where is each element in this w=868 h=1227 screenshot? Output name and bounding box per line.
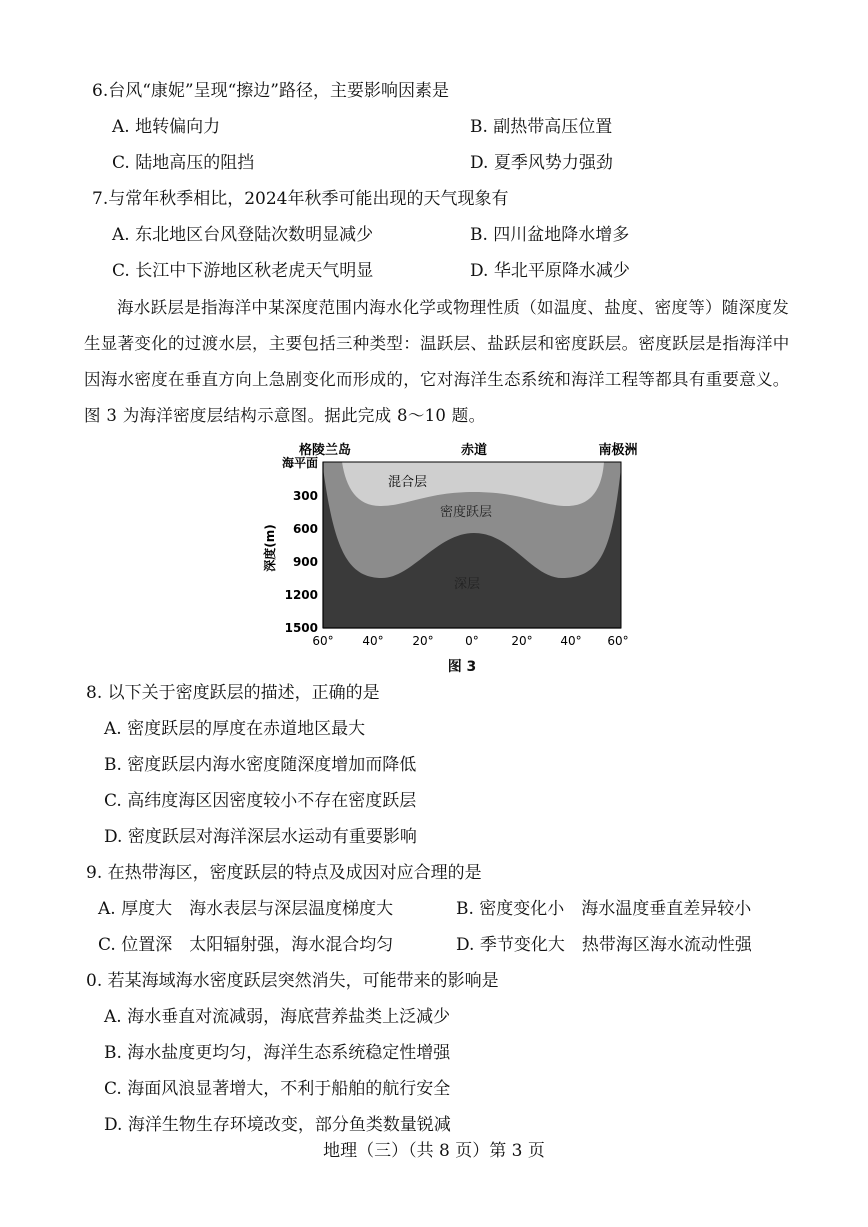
question-7-option-b[interactable]: B. 四川盆地降水增多 [470, 225, 630, 245]
passage-line-3: 海洋中因海水密度在垂直方向上急剧变化而形成的，它对海洋生态系统和海洋工程等都具 [84, 334, 790, 389]
figure-3 [262, 438, 662, 678]
y-tick-label: 海平面 [281, 456, 318, 470]
question-8-stem: 8. 以下关于密度跃层的描述，正确的是 [86, 683, 380, 703]
x-tick-label: 40° [362, 634, 384, 648]
label-deep-layer: 深层 [454, 577, 481, 592]
question-9-option-b[interactable]: B. 密度变化小 海水温度垂直差异较小 [456, 899, 752, 919]
question-8-option-c[interactable]: C. 高纬度海区因密度较小不存在密度跃层 [104, 791, 417, 811]
question-8-option-b[interactable]: B. 密度跃层内海水密度随深度增加而降低 [104, 755, 417, 775]
y-tick-group [282, 455, 318, 635]
y-tick-label: 1200 [284, 588, 318, 602]
question-7-option-d[interactable]: D. 华北平原降水减少 [470, 261, 630, 281]
x-tick-group [312, 634, 628, 648]
question-10-option-b[interactable]: B. 海水盐度更均匀，海洋生态系统稳定性增强 [104, 1043, 451, 1063]
question-7-stem: 7.与常年秋季相比，2024年秋季可能出现的天气现象有 [92, 189, 509, 209]
question-10-stem: 0. 若某海域海水密度跃层突然消失，可能带来的影响是 [86, 971, 499, 991]
label-mixed-layer: 混合层 [388, 475, 428, 490]
question-9-stem: 9. 在热带海区，密度跃层的特点及成因对应合理的是 [86, 863, 482, 883]
question-9-option-c[interactable]: C. 位置深 太阳辐射强，海水混合均匀 [98, 935, 394, 955]
passage-line-2: 发生显著变化的过渡水层，主要包括三种类型：温跃层、盐跃层和密度跃层。密度跃层是指 [84, 298, 790, 353]
passage-line-1: 海水跃层是指海洋中某深度范围内海水化学或物理性质（如温度、盐度、密度等）随深度 [117, 298, 773, 317]
y-axis-label: 深度(m) [263, 524, 277, 572]
question-6-option-a[interactable]: A. 地转偏向力 [112, 117, 221, 137]
question-6-option-c[interactable]: C. 陆地高压的阻挡 [112, 153, 255, 173]
question-7-option-a[interactable]: A. 东北地区台风登陆次数明显减少 [112, 225, 374, 245]
x-tick-label: 60° [607, 634, 629, 648]
label-antarctica: 南极洲 [598, 443, 638, 458]
x-tick-label: 20° [511, 634, 533, 648]
question-8-option-d[interactable]: D. 密度跃层对海洋深层水运动有重要影响 [104, 827, 417, 847]
question-10-option-d[interactable]: D. 海洋生物生存环境改变，部分鱼类数量锐减 [104, 1115, 451, 1135]
question-10-option-c[interactable]: C. 海面风浪显著增大，不利于船舶的航行安全 [104, 1079, 451, 1099]
question-9-option-a[interactable]: A. 厚度大 海水表层与深层温度梯度大 [98, 899, 394, 919]
label-equator: 赤道 [460, 443, 488, 458]
x-tick-label: 20° [412, 634, 434, 648]
label-greenland: 格陵兰岛 [298, 443, 352, 458]
x-tick-label: 0° [465, 634, 479, 648]
question-8-option-a[interactable]: A. 密度跃层的厚度在赤道地区最大 [104, 719, 366, 739]
y-tick-label: 600 [292, 522, 318, 536]
question-9-option-d[interactable]: D. 季节变化大 热带海区海水流动性强 [456, 935, 752, 955]
passage-line-4: 有重要意义。图 3 为海洋密度层结构示意图。据此完成 8～10 题。 [84, 370, 790, 425]
x-tick-label: 60° [312, 634, 334, 648]
figure-caption: 图 3 [447, 659, 477, 675]
question-6-option-d[interactable]: D. 夏季风势力强劲 [470, 153, 613, 173]
page-footer: 地理（三）（共 8 页）第 3 页 [323, 1141, 545, 1161]
question-10-option-a[interactable]: A. 海水垂直对流减弱，海底营养盐类上泛减少 [104, 1007, 451, 1027]
question-6-stem: 6.台风“康妮”呈现“擦边”路径，主要影响因素是 [92, 81, 449, 101]
question-6-option-b[interactable]: B. 副热带高压位置 [470, 117, 613, 137]
x-tick-label: 40° [560, 634, 582, 648]
question-7-option-c[interactable]: C. 长江中下游地区秋老虎天气明显 [112, 261, 374, 281]
y-tick-label: 900 [292, 555, 318, 569]
reading-passage [84, 290, 800, 434]
y-tick-label: 1500 [284, 621, 318, 635]
label-density-cline: 密度跃层 [440, 505, 493, 520]
y-tick-label: 300 [292, 489, 318, 503]
density-layer-diagram [262, 438, 662, 653]
